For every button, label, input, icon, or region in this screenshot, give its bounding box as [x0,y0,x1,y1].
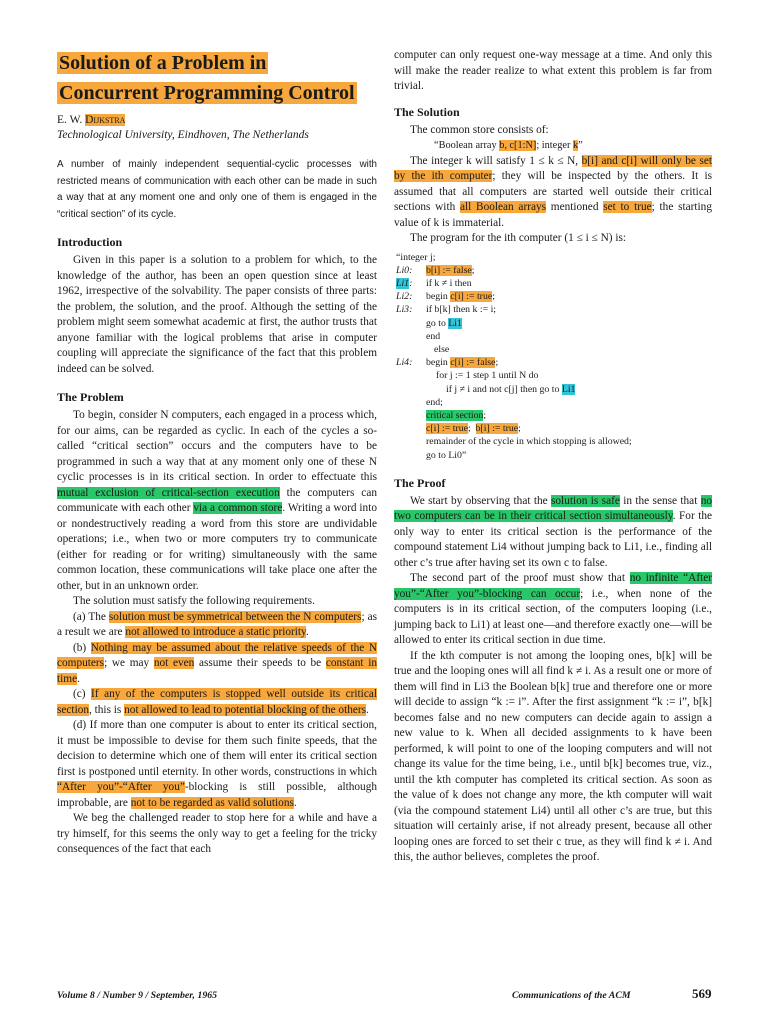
text-run: . [305,626,309,638]
intro-paragraph: Given in this paper is a solution to a problem for which, to the knowledge of the author, has been an open question since at least 1962, irrespective of the solvability. The paper consists of three parts: the problem, the solution, and the proof. Although the setting of the problem might seem somewhat academic at first, the author trusts that anyone familiar with the logical problems that arise in computer coupling will appreciate the significance of the fact that this problem indeed can be solved. [57,254,377,375]
code-line [396,303,712,316]
paper-title [57,48,377,108]
code-label: Li3: [396,304,413,316]
text-run: To begin, consider N computers, each engaged in a process which, for our aims, can be regarded as cyclic. In each of the cycles a so-called “critical section” occurs and the computers have to be programmed in such a way that at any moment only one of these N cyclic processes is in its critical section. In order to effectuate this [57,409,377,483]
highlight: not to be regarded as valid solutions [130,796,294,809]
code-label: Li4: [396,357,413,369]
highlight: Li1 [561,383,576,395]
text-run: go to [426,317,449,329]
highlight: not even [153,657,195,669]
text-run: The second part of the proof must show that [410,572,630,585]
highlight: not allowed to introduce a static priority [125,626,306,638]
section-heading-problem: The Problem [57,390,124,404]
highlight: constant in time [57,657,377,685]
text-run: ; the starting value of k is immaterial. [394,201,712,229]
highlight: “After you”-“After you” [57,781,185,793]
code-line: “integer j; [396,251,436,263]
text-run: . [77,672,80,685]
highlight: b[i] := false [426,264,472,276]
text-run: ” [578,140,583,151]
solution-paragraph-2: The program for the ith computer (1 ≤ i ≤ N) is: [410,232,627,244]
highlight: c[i] := true [450,291,493,303]
highlight: all Boolean arrays [459,201,547,213]
text-run: . Writing a word into or nondestructively reading a word from this store are undividable operations; i.e., when two or more computers try to communicate (either for reading or for writing) simultaneously with the same common location, these communications will take place one after the other, but in an unknown order. [57,502,377,592]
highlight: b[i] := true [475,423,519,435]
text-run: ; integer [536,140,573,151]
code-line [396,290,712,303]
author-name: Dijkstra [85,114,126,126]
text-run: : [409,277,413,289]
text-run: . For the only way to enter its critical section is the performance of the compound statement Li4 without jumping back to Li1, i.e., finding all other c’s true after having set its own c to false. [394,510,713,569]
code-label: Li0: [396,264,413,276]
text-run: , this is [89,703,125,716]
requirement-a [57,610,377,641]
highlight: b, c[1:N] [499,140,537,151]
highlight: solution must be symmetrical between the N computers [108,610,362,623]
footer-journal: Communications of the ACM [512,990,631,1001]
highlight: c[i] := false [450,357,496,369]
highlight: If any of the computers is stopped well outside its critical section [57,688,377,716]
highlight: mutual exclusion of critical-section execution [57,486,280,499]
problem-paragraph-1 [57,408,377,594]
code-line: for j := 1 step 1 until N do [436,370,539,382]
text-run: if j ≠ i and not c[j] then go to [446,383,562,395]
highlight: no two computers can be in their critical section simultaneously [394,494,712,523]
text-run: . [366,703,369,716]
problem-paragraph-3: We beg the challenged reader to stop here for a while and have a try himself, for this seems the only way to get a feeling for the tricky consequences of the fact that each [57,812,377,855]
text-run: (d) If more than one computer is about to enter its critical section, it must be impossible to devise for them such finite speeds, that the decision to determine which one of them will enter its critical section first is postponed until eternity. In other words, constructions in which [57,719,377,778]
highlight: c[i] := true [426,423,468,435]
solution-paragraph-1 [394,154,712,232]
text-run: ; [492,291,495,303]
text-run: ; they will be inspected by the others. It is assumed that all computers are started well outside their critical sections with [394,170,712,213]
text-run: We start by observing that the [410,494,552,507]
problem-paragraph-2: The solution must satisfy the following requirements. [73,595,315,607]
author [57,113,377,128]
footer-volume: Volume 8 / Number 9 / September, 1965 [57,990,218,1001]
affiliation: Technological University, Eindhoven, The Netherlands [57,129,309,141]
text-run: . [293,796,297,809]
text-run: if b[k] then k := i; [426,304,497,316]
text-run: ; [471,264,475,276]
text-run: in the sense that [619,494,701,507]
highlight: no infinite “After you”-“After you”-blocking can occur [394,572,712,600]
text-run: ; as a result we are [57,610,378,638]
text-run: mentioned [546,201,604,213]
proof-paragraph-3: If the kth computer is not among the looping ones, b[k] will be true and the looping ones will all find k ≠ i. As a result one or more of them will find in Li3 the Boolean b[k] true and therefore one or more will decide to assign “k := i”. After the first assignment “k := i”, b[k] becomes false and no new computers can decide again to assign a new value to k. When all decided assignments to k have been performed, k will point to one of the looping computers and will not change its value for the time being, i.e., until b[k] becomes true, viz., until the kth computer has completed its critical section. As soon as the value of k does not change any more, the kth computer will wait (via the compound statement Li4) until all other c’s are true, but this situation will certainly arise, if not already present, because all other looping ones are forced to set their c true, as they will find k ≠ i. And this, the author believes, completes the proof. [394,649,712,864]
store-declaration [394,138,712,154]
abstract: A number of mainly independent sequential-cyclic processes with restricted means of communication with each other can be made in such a way that at any moment one and only one of them is engaged in the “critical section” of its cycle. [57,159,377,220]
text-run: “Boolean array [434,140,500,151]
title-line-2: Concurrent Programming Control [59,82,355,104]
program-listing [396,251,712,462]
store-intro: The common store consists of: [410,123,549,136]
code-line [396,264,712,277]
text-run: ; [467,423,476,435]
page-number: 569 [692,986,712,1001]
code-label: Li2: [396,291,413,303]
left-column [57,48,377,858]
text-run: The integer k will satisfy 1 ≤ k ≤ N, [410,154,582,167]
text-run: (c) [73,688,92,700]
section-heading-introduction: Introduction [57,235,123,249]
highlight: set to true [603,201,652,213]
title-line-1: Solution of a Problem in [59,52,267,74]
code-line: go to Li0” [426,449,467,461]
code-line: end [426,330,441,342]
right-column [394,48,712,866]
text-run: if k ≠ i then [426,277,472,289]
code-line [396,277,712,290]
code-line [396,356,712,369]
text-run: ; we may [104,657,154,669]
text-run: the computers can communicate with each other [57,486,377,514]
requirement-c [57,687,377,718]
requirement-b [57,641,377,688]
highlight: b[i] and c[i] will only be set by the ith computer [394,154,712,182]
highlight: via a common store [193,502,283,514]
text-run: (b) [73,641,91,654]
text-run: begin [426,357,451,369]
code-line [396,422,712,435]
highlight: critical section [426,409,484,421]
code-line: end; [426,396,443,408]
highlight: Nothing may be assumed about the relative speeds of the N computers [57,641,377,669]
code-line [396,409,712,422]
requirement-d [57,718,377,811]
code-line: remainder of the cycle in which stopping is allowed; [426,436,632,448]
section-heading-proof: The Proof [394,475,446,490]
text-run: -blocking is still possible, although improbable, are [57,781,378,809]
proof-paragraph-2 [394,571,712,649]
code-label [396,277,412,290]
highlight: solution is safe [551,494,620,507]
code-line: else [434,343,450,355]
section-heading-solution: The Solution [394,104,460,119]
highlight: not allowed to lead to potential blocking of the others [124,703,367,716]
text-run: begin [426,291,451,303]
code-line [396,383,712,396]
text-run: assume their speeds to be [194,657,326,669]
author-initials: E. W. [57,114,86,126]
code-line [396,317,712,330]
text-run: ; [495,357,499,369]
text-run: ; i.e., when none of the computers is in its critical section, of the computers looping (i.e., jumping back to Li1) at least one—and therefore exactly one—will be allowed to enter its critical section in due time. [394,587,712,647]
proof-paragraph-1 [394,494,712,572]
text-run: (a) The [73,610,109,623]
text-run: ; [483,409,487,421]
highlight: k [572,140,579,151]
continued-paragraph: computer can only request one-way message at a time. And only this will make the reader realize to what extent this problem is far from trivial. [394,49,712,92]
highlight: Li1 [396,277,410,289]
text-run: ; [518,423,521,435]
highlight: Li1 [448,317,462,329]
